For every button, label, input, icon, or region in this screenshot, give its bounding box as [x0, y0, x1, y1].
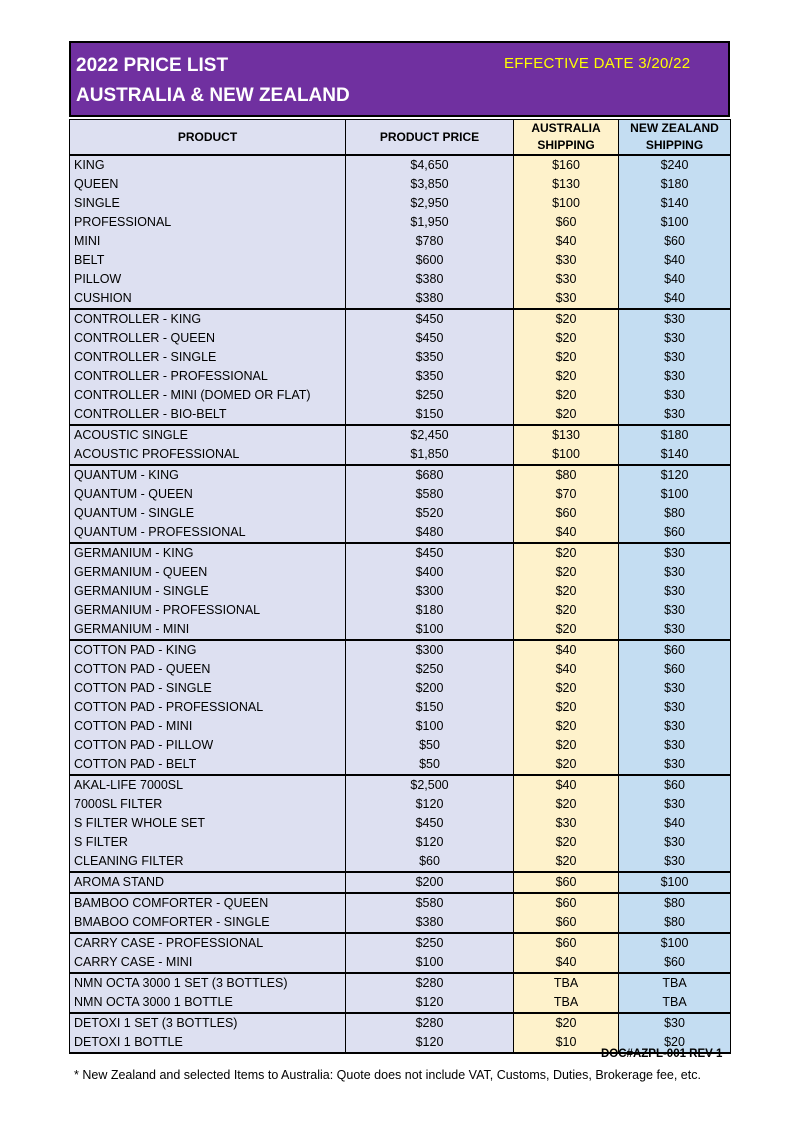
- title-line-2: AUSTRALIA & NEW ZEALAND: [76, 85, 350, 106]
- product-price-cell: $380: [346, 913, 514, 933]
- product-price-cell: $380: [346, 289, 514, 309]
- product-name-cell: DETOXI 1 BOTTLE: [70, 1033, 346, 1053]
- au-shipping-cell: $20: [514, 329, 619, 348]
- au-header-line-1: AUSTRALIA: [531, 121, 601, 135]
- au-shipping-cell: $60: [514, 213, 619, 232]
- table-row: [70, 973, 731, 993]
- nz-shipping-cell: $120: [619, 465, 731, 485]
- nz-shipping-cell: $30: [619, 348, 731, 367]
- table-row: [70, 175, 731, 194]
- au-shipping-cell: $20: [514, 348, 619, 367]
- table-row: [70, 232, 731, 251]
- product-name-cell: GERMANIUM - PROFESSIONAL: [70, 601, 346, 620]
- nz-header-line-2: SHIPPING: [645, 138, 704, 152]
- price-list-sheet: [69, 41, 730, 1054]
- au-shipping-cell: $160: [514, 155, 619, 175]
- table-row: [70, 679, 731, 698]
- au-shipping-cell: $20: [514, 698, 619, 717]
- product-name-cell: DETOXI 1 SET (3 BOTTLES): [70, 1013, 346, 1033]
- product-price-cell: $150: [346, 698, 514, 717]
- product-price-cell: $350: [346, 367, 514, 386]
- table-row: [70, 348, 731, 367]
- product-name-cell: CONTROLLER - KING: [70, 309, 346, 329]
- nz-shipping-cell: $20: [619, 1033, 731, 1053]
- nz-shipping-cell: $100: [619, 485, 731, 504]
- table-row: [70, 717, 731, 736]
- nz-shipping-cell: $60: [619, 953, 731, 973]
- au-shipping-cell: TBA: [514, 993, 619, 1013]
- product-price-cell: $280: [346, 1013, 514, 1033]
- effective-date: EFFECTIVE DATE 3/20/22: [504, 55, 691, 72]
- nz-shipping-cell: $60: [619, 640, 731, 660]
- product-name-cell: QUANTUM - KING: [70, 465, 346, 485]
- product-name-cell: CARRY CASE - MINI: [70, 953, 346, 973]
- table-row: [70, 953, 731, 973]
- product-price-cell: $480: [346, 523, 514, 543]
- product-price-cell: $180: [346, 601, 514, 620]
- nz-shipping-cell: $30: [619, 717, 731, 736]
- product-price-cell: $1,850: [346, 445, 514, 465]
- nz-shipping-cell: $180: [619, 175, 731, 194]
- product-name-cell: COTTON PAD - PROFESSIONAL: [70, 698, 346, 717]
- nz-shipping-cell: $30: [619, 1013, 731, 1033]
- au-shipping-cell: $20: [514, 852, 619, 872]
- nz-shipping-cell: $100: [619, 213, 731, 232]
- table-row: [70, 504, 731, 523]
- product-name-cell: GERMANIUM - SINGLE: [70, 582, 346, 601]
- table-row: [70, 795, 731, 814]
- product-price-cell: $120: [346, 993, 514, 1013]
- product-price-cell: $50: [346, 736, 514, 755]
- au-shipping-cell: $30: [514, 814, 619, 833]
- table-row: [70, 582, 731, 601]
- table-row: [70, 213, 731, 232]
- product-name-cell: BMABOO COMFORTER - SINGLE: [70, 913, 346, 933]
- footnote: * New Zealand and selected Items to Australia: Quote does not include VAT, Customs, Duties, Brokerage fee, etc.: [74, 1068, 701, 1082]
- product-price-cell: $780: [346, 232, 514, 251]
- au-shipping-cell: $30: [514, 251, 619, 270]
- product-name-cell: CONTROLLER - MINI (DOMED OR FLAT): [70, 386, 346, 405]
- nz-shipping-cell: $140: [619, 445, 731, 465]
- nz-shipping-cell: $30: [619, 698, 731, 717]
- table-row: [70, 543, 731, 563]
- document-number: DOC#AZPL-001 REV 1: [601, 1048, 723, 1060]
- product-name-cell: CUSHION: [70, 289, 346, 309]
- table-row: [70, 309, 731, 329]
- au-shipping-cell: TBA: [514, 973, 619, 993]
- nz-shipping-cell: $30: [619, 367, 731, 386]
- product-name-cell: ACOUSTIC SINGLE: [70, 425, 346, 445]
- product-price-cell: $450: [346, 309, 514, 329]
- au-shipping-cell: $20: [514, 620, 619, 640]
- product-price-cell: $680: [346, 465, 514, 485]
- table-row: [70, 465, 731, 485]
- nz-shipping-cell: $40: [619, 270, 731, 289]
- nz-shipping-cell: $80: [619, 913, 731, 933]
- nz-shipping-cell: TBA: [619, 993, 731, 1013]
- nz-shipping-cell: $30: [619, 736, 731, 755]
- product-price-cell: $120: [346, 795, 514, 814]
- product-name-cell: NMN OCTA 3000 1 SET (3 BOTTLES): [70, 973, 346, 993]
- nz-shipping-cell: $60: [619, 523, 731, 543]
- product-price-cell: $100: [346, 717, 514, 736]
- au-shipping-cell: $60: [514, 913, 619, 933]
- nz-shipping-cell: $30: [619, 309, 731, 329]
- au-shipping-cell: $20: [514, 582, 619, 601]
- table-row: [70, 660, 731, 679]
- au-shipping-cell: $40: [514, 953, 619, 973]
- au-shipping-cell: $100: [514, 445, 619, 465]
- product-name-cell: COTTON PAD - BELT: [70, 755, 346, 775]
- nz-shipping-cell: $40: [619, 289, 731, 309]
- table-row: [70, 251, 731, 270]
- product-price-cell: $350: [346, 348, 514, 367]
- table-row: [70, 775, 731, 795]
- au-shipping-cell: $20: [514, 795, 619, 814]
- product-price-cell: $60: [346, 852, 514, 872]
- nz-shipping-cell: $100: [619, 933, 731, 953]
- nz-shipping-cell: $30: [619, 852, 731, 872]
- au-shipping-cell: $20: [514, 405, 619, 425]
- product-name-cell: QUANTUM - SINGLE: [70, 504, 346, 523]
- product-name-cell: NMN OCTA 3000 1 BOTTLE: [70, 993, 346, 1013]
- product-name-cell: COTTON PAD - SINGLE: [70, 679, 346, 698]
- product-name-cell: COTTON PAD - KING: [70, 640, 346, 660]
- nz-shipping-cell: $30: [619, 833, 731, 852]
- product-price-cell: $100: [346, 620, 514, 640]
- product-name-cell: S FILTER WHOLE SET: [70, 814, 346, 833]
- table-row: [70, 993, 731, 1013]
- nz-shipping-cell: TBA: [619, 973, 731, 993]
- product-price-cell: $450: [346, 814, 514, 833]
- au-shipping-cell: $60: [514, 933, 619, 953]
- table-row: [70, 425, 731, 445]
- product-name-cell: KING: [70, 155, 346, 175]
- product-price-cell: $600: [346, 251, 514, 270]
- au-shipping-cell: $30: [514, 289, 619, 309]
- product-price-cell: $300: [346, 582, 514, 601]
- table-row: [70, 329, 731, 348]
- product-name-cell: QUANTUM - PROFESSIONAL: [70, 523, 346, 543]
- nz-shipping-cell: $140: [619, 194, 731, 213]
- nz-shipping-cell: $30: [619, 755, 731, 775]
- product-name-cell: QUANTUM - QUEEN: [70, 485, 346, 504]
- table-row: [70, 814, 731, 833]
- nz-shipping-cell: $40: [619, 251, 731, 270]
- product-name-cell: GERMANIUM - KING: [70, 543, 346, 563]
- product-name-cell: GERMANIUM - QUEEN: [70, 563, 346, 582]
- au-shipping-cell: $130: [514, 425, 619, 445]
- header-banner: [69, 41, 730, 117]
- product-name-cell: QUEEN: [70, 175, 346, 194]
- au-shipping-cell: $20: [514, 601, 619, 620]
- table-row: [70, 289, 731, 309]
- price-table: [69, 119, 731, 1054]
- au-shipping-cell: $40: [514, 660, 619, 679]
- table-row: [70, 833, 731, 852]
- nz-shipping-cell: $30: [619, 563, 731, 582]
- table-row: [70, 640, 731, 660]
- nz-shipping-cell: $80: [619, 504, 731, 523]
- table-row: [70, 270, 731, 289]
- product-name-cell: 7000SL FILTER: [70, 795, 346, 814]
- product-name-cell: SINGLE: [70, 194, 346, 213]
- table-row: [70, 523, 731, 543]
- price-table-body: [70, 155, 731, 1053]
- product-price-cell: $100: [346, 953, 514, 973]
- table-row: [70, 872, 731, 893]
- au-shipping-cell: $80: [514, 465, 619, 485]
- table-row: [70, 601, 731, 620]
- table-row: [70, 405, 731, 425]
- nz-shipping-cell: $240: [619, 155, 731, 175]
- table-row: [70, 1013, 731, 1033]
- nz-header-line-1: NEW ZEALAND: [630, 121, 719, 135]
- product-price-cell: $2,500: [346, 775, 514, 795]
- nz-shipping-cell: $180: [619, 425, 731, 445]
- table-row: [70, 755, 731, 775]
- table-row: [70, 485, 731, 504]
- au-shipping-cell: $70: [514, 485, 619, 504]
- product-price-cell: $380: [346, 270, 514, 289]
- product-name-cell: ACOUSTIC PROFESSIONAL: [70, 445, 346, 465]
- table-row: [70, 386, 731, 405]
- product-name-cell: AKAL-LIFE 7000SL: [70, 775, 346, 795]
- table-row: [70, 620, 731, 640]
- table-row: [70, 736, 731, 755]
- product-name-cell: COTTON PAD - MINI: [70, 717, 346, 736]
- table-row: [70, 563, 731, 582]
- product-name-cell: CONTROLLER - PROFESSIONAL: [70, 367, 346, 386]
- column-header-nz-shipping: [619, 120, 731, 156]
- au-shipping-cell: $60: [514, 504, 619, 523]
- nz-shipping-cell: $30: [619, 582, 731, 601]
- nz-shipping-cell: $30: [619, 386, 731, 405]
- au-header-line-2: SHIPPING: [537, 138, 595, 152]
- table-row: [70, 194, 731, 213]
- product-price-cell: $3,850: [346, 175, 514, 194]
- au-shipping-cell: $20: [514, 717, 619, 736]
- nz-shipping-cell: $30: [619, 620, 731, 640]
- nz-shipping-cell: $100: [619, 872, 731, 893]
- nz-shipping-cell: $30: [619, 543, 731, 563]
- product-name-cell: COTTON PAD - PILLOW: [70, 736, 346, 755]
- au-shipping-cell: $10: [514, 1033, 619, 1053]
- product-name-cell: COTTON PAD - QUEEN: [70, 660, 346, 679]
- product-price-cell: $120: [346, 1033, 514, 1053]
- product-price-cell: $50: [346, 755, 514, 775]
- nz-shipping-cell: $60: [619, 232, 731, 251]
- au-shipping-cell: $20: [514, 386, 619, 405]
- au-shipping-cell: $20: [514, 679, 619, 698]
- product-price-cell: $120: [346, 833, 514, 852]
- table-row: [70, 933, 731, 953]
- table-row: [70, 367, 731, 386]
- product-price-cell: $450: [346, 329, 514, 348]
- au-shipping-cell: $40: [514, 523, 619, 543]
- table-row: [70, 155, 731, 175]
- title-line-1: 2022 PRICE LIST: [76, 55, 229, 76]
- product-price-cell: $2,950: [346, 194, 514, 213]
- table-row: [70, 445, 731, 465]
- product-name-cell: CONTROLLER - BIO-BELT: [70, 405, 346, 425]
- product-price-cell: $200: [346, 679, 514, 698]
- nz-shipping-cell: $30: [619, 329, 731, 348]
- nz-shipping-cell: $60: [619, 775, 731, 795]
- product-name-cell: CONTROLLER - SINGLE: [70, 348, 346, 367]
- au-shipping-cell: $20: [514, 543, 619, 563]
- product-name-cell: MINI: [70, 232, 346, 251]
- product-name-cell: PILLOW: [70, 270, 346, 289]
- product-name-cell: CONTROLLER - QUEEN: [70, 329, 346, 348]
- product-name-cell: S FILTER: [70, 833, 346, 852]
- au-shipping-cell: $20: [514, 833, 619, 852]
- product-name-cell: BAMBOO COMFORTER - QUEEN: [70, 893, 346, 913]
- column-header-price: PRODUCT PRICE: [346, 120, 514, 156]
- product-price-cell: $580: [346, 485, 514, 504]
- au-shipping-cell: $100: [514, 194, 619, 213]
- au-shipping-cell: $20: [514, 309, 619, 329]
- product-price-cell: $280: [346, 973, 514, 993]
- product-price-cell: $520: [346, 504, 514, 523]
- table-row: [70, 913, 731, 933]
- product-price-cell: $580: [346, 893, 514, 913]
- product-price-cell: $450: [346, 543, 514, 563]
- au-shipping-cell: $20: [514, 736, 619, 755]
- au-shipping-cell: $20: [514, 1013, 619, 1033]
- au-shipping-cell: $60: [514, 872, 619, 893]
- au-shipping-cell: $20: [514, 367, 619, 386]
- table-row: [70, 698, 731, 717]
- au-shipping-cell: $40: [514, 640, 619, 660]
- product-name-cell: GERMANIUM - MINI: [70, 620, 346, 640]
- nz-shipping-cell: $30: [619, 795, 731, 814]
- nz-shipping-cell: $30: [619, 601, 731, 620]
- product-price-cell: $150: [346, 405, 514, 425]
- product-price-cell: $4,650: [346, 155, 514, 175]
- product-price-cell: $250: [346, 933, 514, 953]
- product-price-cell: $250: [346, 386, 514, 405]
- table-row: [70, 893, 731, 913]
- au-shipping-cell: $20: [514, 563, 619, 582]
- product-price-cell: $200: [346, 872, 514, 893]
- nz-shipping-cell: $60: [619, 660, 731, 679]
- product-name-cell: CARRY CASE - PROFESSIONAL: [70, 933, 346, 953]
- product-price-cell: $2,450: [346, 425, 514, 445]
- table-header-row: [70, 120, 731, 156]
- product-price-cell: $300: [346, 640, 514, 660]
- product-name-cell: BELT: [70, 251, 346, 270]
- product-name-cell: AROMA STAND: [70, 872, 346, 893]
- product-price-cell: $1,950: [346, 213, 514, 232]
- au-shipping-cell: $130: [514, 175, 619, 194]
- nz-shipping-cell: $80: [619, 893, 731, 913]
- table-row: [70, 852, 731, 872]
- nz-shipping-cell: $30: [619, 405, 731, 425]
- au-shipping-cell: $60: [514, 893, 619, 913]
- product-name-cell: CLEANING FILTER: [70, 852, 346, 872]
- nz-shipping-cell: $30: [619, 679, 731, 698]
- column-header-product: PRODUCT: [70, 120, 346, 156]
- au-shipping-cell: $30: [514, 270, 619, 289]
- column-header-au-shipping: [514, 120, 619, 156]
- nz-shipping-cell: $40: [619, 814, 731, 833]
- au-shipping-cell: $40: [514, 775, 619, 795]
- product-price-cell: $250: [346, 660, 514, 679]
- au-shipping-cell: $40: [514, 232, 619, 251]
- au-shipping-cell: $20: [514, 755, 619, 775]
- product-name-cell: PROFESSIONAL: [70, 213, 346, 232]
- product-price-cell: $400: [346, 563, 514, 582]
